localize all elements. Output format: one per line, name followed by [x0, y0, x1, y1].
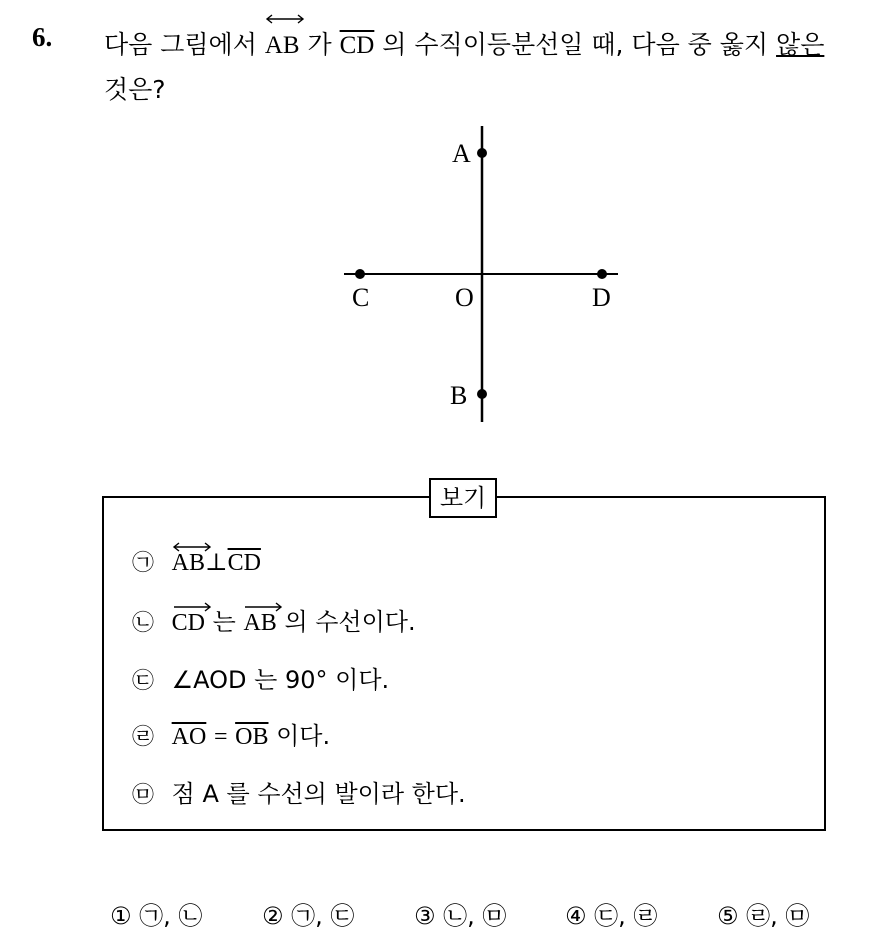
point-d: [597, 269, 607, 279]
item-text: ∠AOD 는 90° 이다.: [171, 666, 390, 694]
point-b: [477, 389, 487, 399]
question-text-part4: 것은?: [104, 75, 166, 104]
point-c: [355, 269, 365, 279]
label-c: C: [352, 283, 370, 312]
item-text-rest: 의 수선이다.: [284, 608, 416, 636]
double-arrow-icon: [265, 14, 305, 24]
right-arrow-icon: [243, 602, 283, 612]
choice-5[interactable]: ⑤ ㉣, ㉤: [717, 902, 810, 930]
label-o: O: [455, 283, 474, 312]
perpendicular-symbol: ⊥: [204, 550, 228, 576]
item-mark: ㉣: [132, 725, 155, 750]
choice-2[interactable]: ② ㉠, ㉢: [262, 902, 355, 930]
item-ray-cd: [172, 610, 205, 637]
question-text-part2: 가: [307, 30, 332, 59]
question-text: [104, 22, 874, 112]
example-item-2: [132, 602, 416, 637]
item-ray-ab-label: AB: [243, 610, 277, 636]
equals-symbol: =: [213, 724, 228, 750]
choice-3[interactable]: ③ ㉡, ㉤: [414, 902, 507, 930]
example-item-5: [132, 774, 466, 809]
item-line-ab: [172, 550, 205, 577]
item-text-rest: 이다.: [276, 722, 331, 750]
item-ray-ab: [243, 610, 276, 637]
label-d: D: [592, 283, 611, 312]
example-box-title: 보기: [429, 478, 497, 518]
item-text: 점 A 를 수선의 발이라 한다.: [171, 780, 466, 808]
item-line-ab-label: AB: [171, 550, 205, 576]
double-arrow-icon: [172, 542, 212, 552]
label-a: A: [452, 139, 471, 168]
label-b: B: [450, 381, 468, 410]
perpendicular-bisector-figure: [330, 120, 630, 430]
item-ray-cd-label: CD: [171, 610, 205, 636]
right-arrow-icon: [172, 602, 212, 612]
item-segment-ob: $\overline{OB}$: [235, 724, 269, 750]
question-text-part1: 다음 그림에서: [104, 30, 257, 59]
choice-4[interactable]: ④ ㉢, ㉣: [565, 902, 658, 930]
question-text-part3: 의 수직이등분선일 때, 다음 중 옳지: [382, 30, 769, 59]
segment-cd: $\overline{CD}$: [339, 32, 375, 59]
item-mark: ㉡: [132, 611, 155, 636]
point-a: [477, 148, 487, 158]
item-mark: ㉢: [132, 669, 155, 694]
question-emphasis: 않은: [776, 30, 825, 59]
question-number: 6.: [32, 22, 53, 52]
item-mark: ㉤: [132, 783, 155, 808]
item-segment-cd: $\overline{CD}$: [227, 550, 261, 576]
line-ab: [265, 22, 300, 68]
choice-1[interactable]: ① ㉠, ㉡: [110, 902, 203, 930]
example-item-4: [132, 716, 330, 751]
item-text-mid: 는: [212, 608, 236, 636]
item-mark: ㉠: [132, 551, 155, 576]
item-segment-ao: $\overline{AO}$: [171, 724, 207, 750]
example-item-1: [132, 546, 261, 577]
line-ab-label: AB: [264, 32, 300, 59]
example-item-3: [132, 660, 389, 695]
